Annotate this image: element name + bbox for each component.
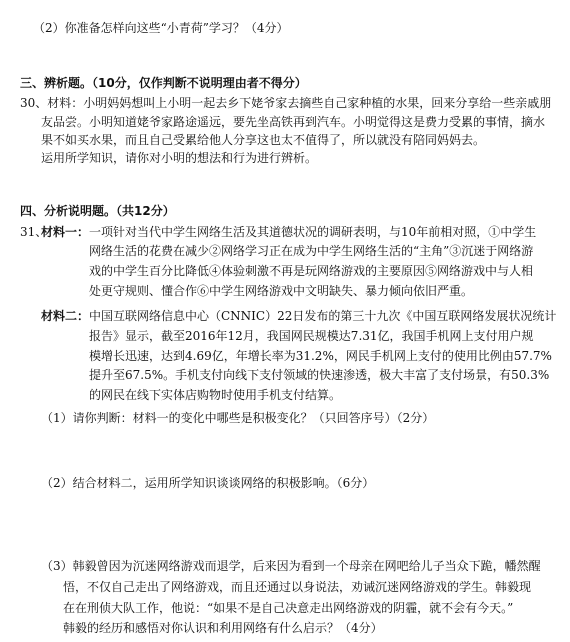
material-2-label: 材料二： bbox=[41, 309, 90, 323]
material-1-line: 一项针对当代中学生网络生活及其道德状况的调研表明，与10年前相对照，①中学生 bbox=[89, 225, 537, 239]
question-text: （2）你准备怎样向这些“小青荷”学习？（4分） bbox=[33, 21, 289, 35]
material-2-line: 模增长迅速，达到4.69亿，年增长率为31.2%，网民手机网上支付的使用比例由57.7% bbox=[89, 349, 552, 363]
question-31-3-line: 悟，不仅自己走出了网络游戏，而且还通过以身说法，劝诫沉迷网络游戏的学生。韩毅现 bbox=[63, 580, 532, 594]
question-30-prompt: 运用所学知识，请你对小明的想法和行为进行辨析。 bbox=[41, 151, 318, 165]
material-1-line: 戏的中学生百分比降低④体验刺激不再是玩网络游戏的主要原因⑤网络游戏中与人相 bbox=[89, 264, 534, 278]
question-31-number: 31、 bbox=[20, 225, 48, 239]
material-1-label: 材料一： bbox=[41, 225, 90, 239]
material-2-line: 的网民在线下实体店购物时使用手机支付结算。 bbox=[89, 388, 342, 402]
question-31-3-line: （3）韩毅曾因为沉迷网络游戏而退学，后来因为看到一个母亲在网吧给儿子当众下跪，幡然醒 bbox=[41, 559, 541, 573]
section-heading: 四、分析说明题。（共12分） bbox=[20, 204, 175, 218]
question-31-1: （1）请你判断：材料一的变化中哪些是积极变化？（只回答序号）（2分） bbox=[41, 411, 435, 425]
material-2-line: 中国互联网络信息中心（CNNIC）22日发布的第三十九次《中国互联网络发展状况统计 bbox=[89, 309, 557, 323]
question-30-line: 友品尝。小明知道姥爷家路途遥远，要先坐高铁再到汽车。小明觉得这是费力受累的事情，摘水 bbox=[41, 115, 546, 129]
question-31-3-line: 在在刑侦大队工作，他说：“如果不是自己决意走出网络游戏的阴霾，就不会有今天。” bbox=[63, 601, 514, 615]
question-30-line: 果不如买水果，而且自己受累给他人分享这也太不值得了，所以就没有陪同妈妈去。 bbox=[41, 133, 486, 147]
question-31-3-line: 韩毅的经历和感悟对你认识和利用网络有什么启示？（4分） bbox=[63, 621, 383, 635]
material-1-line: 处更守规则、懂合作⑥中学生网络游戏中文明缺失、暴力倾向依旧严重。 bbox=[89, 284, 474, 298]
material-1-line: 网络生活的花费在减少②网络学习正在成为中学生网络生活的“主角”③沉迷于网络游 bbox=[89, 244, 534, 258]
material-2-line: 报告》显示，截至2016年12月，我国网民规模达7.31亿，我国手机网上支付用户规 bbox=[89, 329, 534, 343]
question-31-2: （2）结合材料二，运用所学知识谈谈网络的积极影响。（6分） bbox=[41, 476, 375, 490]
question-30-line: 30、材料：小明妈妈想叫上小明一起去乡下姥爷家去摘些自己家种植的水果，回来分享给一些亲戚朋 bbox=[20, 96, 552, 110]
material-2-line: 提升至67.5%。手机支付向线下支付领域的快速渗透，极大丰富了支付场景，有50.3% bbox=[89, 368, 550, 382]
section-heading: 三、辨析题。（10分，仅作判断不说明理由者不得分） bbox=[20, 76, 307, 90]
